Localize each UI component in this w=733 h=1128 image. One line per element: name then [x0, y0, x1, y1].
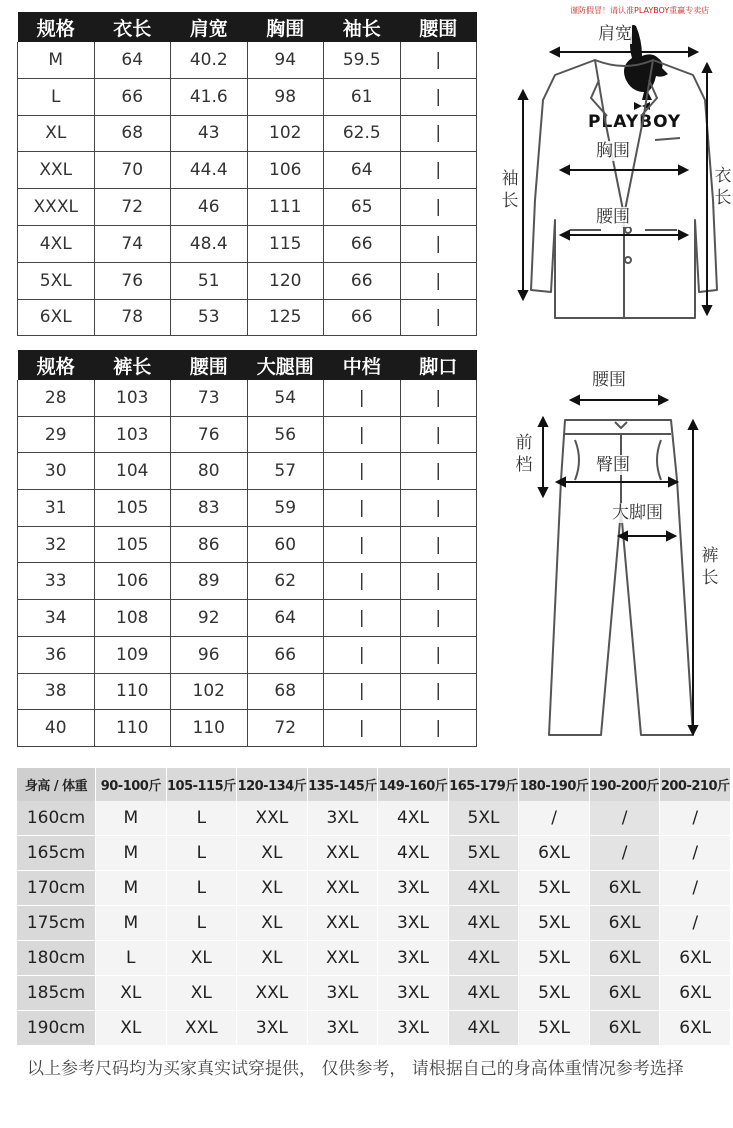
- hw-size-cell: 4XL: [448, 976, 519, 1011]
- hw-weight-header: 200-210斤: [660, 768, 731, 801]
- hw-size-cell: XL: [237, 906, 308, 941]
- jacket-cell: 111: [247, 189, 324, 226]
- jacket-cell: 70: [94, 152, 171, 189]
- jacket-cell: |: [400, 115, 477, 152]
- hw-size-cell: 6XL: [589, 976, 660, 1011]
- jacket-col-header: 腰围: [400, 12, 477, 42]
- hw-height-cell: 170cm: [17, 871, 96, 906]
- hw-row: [17, 1011, 731, 1046]
- hw-size-cell: XL: [237, 871, 308, 906]
- hw-height-cell: 175cm: [17, 906, 96, 941]
- pants-col-header: 脚口: [400, 350, 477, 380]
- pants-cell: 73: [171, 380, 248, 416]
- hw-height-cell: 165cm: [17, 836, 96, 871]
- hw-size-cell: XXL: [307, 906, 378, 941]
- pants-cell: 72: [247, 710, 324, 747]
- jacket-cell: 59.5: [324, 42, 401, 78]
- jacket-col-header: 规格: [18, 12, 95, 42]
- pants-cell: 30: [18, 453, 95, 490]
- pants-row: [18, 490, 477, 527]
- hw-height-cell: 180cm: [17, 941, 96, 976]
- pants-cell: |: [324, 600, 401, 637]
- hw-size-cell: 4XL: [448, 1011, 519, 1046]
- jacket-cell: 65: [324, 189, 401, 226]
- hw-size-cell: 5XL: [519, 976, 590, 1011]
- jacket-cell: 98: [247, 78, 324, 115]
- hw-size-cell: 5XL: [448, 836, 519, 871]
- jacket-cell: 94: [247, 42, 324, 78]
- jacket-cell: |: [400, 299, 477, 336]
- height-weight-table: [17, 768, 731, 1046]
- jacket-cell: 102: [247, 115, 324, 152]
- jacket-cell: 64: [324, 152, 401, 189]
- jacket-header-row: [18, 12, 477, 42]
- hw-size-cell: 6XL: [589, 871, 660, 906]
- hw-weight-header: 190-200斤: [589, 768, 660, 801]
- hw-size-cell: 6XL: [589, 906, 660, 941]
- pants-rise-label: 前档: [515, 433, 533, 475]
- jacket-cell: 40.2: [171, 42, 248, 78]
- pants-row: [18, 453, 477, 490]
- jacket-cell: 125: [247, 299, 324, 336]
- hw-size-cell: M: [96, 801, 167, 836]
- pants-cell: 32: [18, 526, 95, 563]
- jacket-diagram: [495, 20, 733, 330]
- pants-cell: |: [324, 710, 401, 747]
- jacket-cell: |: [400, 152, 477, 189]
- pants-cell: |: [400, 490, 477, 527]
- pants-cell: 38: [18, 673, 95, 710]
- pants-cell: 33: [18, 563, 95, 600]
- pants-hip-label: 臀围: [596, 455, 630, 475]
- hw-size-cell: 3XL: [237, 1011, 308, 1046]
- hw-size-cell: XL: [166, 976, 237, 1011]
- jacket-cell: 5XL: [18, 262, 95, 299]
- jacket-cell: 53: [171, 299, 248, 336]
- jacket-cell: 78: [94, 299, 171, 336]
- jacket-col-header: 衣长: [94, 12, 171, 42]
- pants-col-header: 大腿围: [247, 350, 324, 380]
- hw-size-cell: XXL: [237, 801, 308, 836]
- jacket-cell: 43: [171, 115, 248, 152]
- hw-size-cell: 4XL: [448, 906, 519, 941]
- hw-size-cell: 6XL: [519, 836, 590, 871]
- counterfeit-warning: 谨防假冒！请认准PLAYBOY重赢专卖店: [570, 6, 710, 15]
- hw-size-cell: XXL: [307, 941, 378, 976]
- hw-size-cell: 4XL: [448, 941, 519, 976]
- jacket-cell: 76: [94, 262, 171, 299]
- jacket-sleeve-label: 袖长: [501, 169, 519, 211]
- jacket-cell: 115: [247, 225, 324, 262]
- pants-cell: 62: [247, 563, 324, 600]
- hw-size-cell: /: [660, 871, 731, 906]
- jacket-cell: 62.5: [324, 115, 401, 152]
- pants-cell: 110: [171, 710, 248, 747]
- pants-cell: 76: [171, 416, 248, 453]
- size-note: 以上参考尺码均为买家真实试穿提供， 仅供参考， 请根据自己的身高体重情况参考选择: [27, 1059, 684, 1079]
- pants-size-table: [17, 350, 477, 747]
- pants-thigh-label: 大脚围: [612, 503, 663, 523]
- jacket-cell: 74: [94, 225, 171, 262]
- hw-size-cell: XL: [237, 836, 308, 871]
- pants-cell: |: [324, 490, 401, 527]
- hw-weight-header: 135-145斤: [307, 768, 378, 801]
- hw-size-cell: 3XL: [378, 1011, 449, 1046]
- hw-size-cell: XXL: [166, 1011, 237, 1046]
- hw-size-cell: 4XL: [378, 801, 449, 836]
- pants-cell: 92: [171, 600, 248, 637]
- hw-size-cell: /: [589, 801, 660, 836]
- jacket-cell: |: [400, 42, 477, 78]
- hw-size-cell: L: [166, 871, 237, 906]
- hw-size-cell: 3XL: [307, 801, 378, 836]
- jacket-col-header: 袖长: [324, 12, 401, 42]
- pants-cell: 109: [94, 636, 171, 673]
- hw-size-cell: L: [96, 941, 167, 976]
- hw-size-cell: 6XL: [589, 1011, 660, 1046]
- pants-cell: 105: [94, 490, 171, 527]
- hw-size-cell: XXL: [307, 871, 378, 906]
- jacket-row: [18, 152, 477, 189]
- pants-cell: 80: [171, 453, 248, 490]
- jacket-cell: |: [400, 225, 477, 262]
- pants-cell: 59: [247, 490, 324, 527]
- pants-col-header: 裤长: [94, 350, 171, 380]
- pants-cell: 57: [247, 453, 324, 490]
- hw-weight-header: 165-179斤: [448, 768, 519, 801]
- pants-cell: |: [400, 710, 477, 747]
- pants-row: [18, 526, 477, 563]
- jacket-cell: 66: [324, 299, 401, 336]
- jacket-col-header: 胸围: [247, 12, 324, 42]
- pants-cell: 102: [171, 673, 248, 710]
- jacket-row: [18, 78, 477, 115]
- hw-size-cell: L: [166, 801, 237, 836]
- hw-size-cell: 3XL: [307, 976, 378, 1011]
- pants-cell: 83: [171, 490, 248, 527]
- pants-cell: 103: [94, 416, 171, 453]
- jacket-body: [18, 42, 477, 336]
- hw-size-cell: XXL: [237, 976, 308, 1011]
- pants-cell: 105: [94, 526, 171, 563]
- pants-cell: |: [324, 380, 401, 416]
- hw-size-cell: L: [166, 906, 237, 941]
- pants-cell: 54: [247, 380, 324, 416]
- pants-cell: |: [400, 673, 477, 710]
- pants-cell: 34: [18, 600, 95, 637]
- pants-cell: 31: [18, 490, 95, 527]
- pants-cell: 108: [94, 600, 171, 637]
- hw-height-cell: 185cm: [17, 976, 96, 1011]
- jacket-waist-label: 腰围: [596, 207, 630, 227]
- pants-length-label: 裤长: [701, 546, 719, 588]
- hw-size-cell: 3XL: [378, 976, 449, 1011]
- pants-body: [18, 380, 477, 746]
- hw-size-cell: /: [660, 836, 731, 871]
- hw-size-cell: 4XL: [448, 871, 519, 906]
- pants-cell: |: [324, 416, 401, 453]
- hw-size-cell: XL: [166, 941, 237, 976]
- pants-cell: |: [324, 453, 401, 490]
- jacket-cell: 44.4: [171, 152, 248, 189]
- hw-size-cell: XL: [96, 976, 167, 1011]
- pants-diagram: [505, 380, 730, 740]
- jacket-cell: 106: [247, 152, 324, 189]
- jacket-cell: 41.6: [171, 78, 248, 115]
- pants-cell: |: [400, 526, 477, 563]
- pants-row: [18, 673, 477, 710]
- jacket-cell: 66: [324, 225, 401, 262]
- pants-cell: |: [400, 380, 477, 416]
- pants-cell: 40: [18, 710, 95, 747]
- jacket-cell: M: [18, 42, 95, 78]
- jacket-row: [18, 189, 477, 226]
- hw-size-cell: 3XL: [378, 871, 449, 906]
- pants-cell: 110: [94, 673, 171, 710]
- jacket-cell: 6XL: [18, 299, 95, 336]
- hw-size-cell: M: [96, 836, 167, 871]
- hw-size-cell: /: [589, 836, 660, 871]
- hw-size-cell: M: [96, 871, 167, 906]
- pants-col-header: 腰围: [171, 350, 248, 380]
- pants-cell: |: [400, 636, 477, 673]
- hw-size-cell: 3XL: [307, 1011, 378, 1046]
- hw-size-cell: 6XL: [589, 941, 660, 976]
- hw-size-cell: 6XL: [660, 976, 731, 1011]
- pants-row: [18, 380, 477, 416]
- jacket-cell: 72: [94, 189, 171, 226]
- hw-size-cell: XXL: [307, 836, 378, 871]
- jacket-cell: 48.4: [171, 225, 248, 262]
- hw-weight-header: 90-100斤: [96, 768, 167, 801]
- hw-row: [17, 801, 731, 836]
- hw-height-cell: 190cm: [17, 1011, 96, 1046]
- hw-size-cell: 5XL: [519, 906, 590, 941]
- hw-size-cell: M: [96, 906, 167, 941]
- hw-size-cell: 5XL: [448, 801, 519, 836]
- hw-corner-header: 身高 / 体重: [17, 768, 96, 801]
- jacket-cell: |: [400, 189, 477, 226]
- jacket-cell: XXL: [18, 152, 95, 189]
- pants-cell: |: [400, 416, 477, 453]
- hw-weight-header: 120-134斤: [237, 768, 308, 801]
- jacket-row: [18, 42, 477, 78]
- hw-weight-header: 105-115斤: [166, 768, 237, 801]
- jacket-row: [18, 299, 477, 336]
- pants-col-header: 规格: [18, 350, 95, 380]
- pants-cell: |: [400, 600, 477, 637]
- hw-weight-header: 149-160斤: [378, 768, 449, 801]
- pants-col-header: 中档: [324, 350, 401, 380]
- pants-cell: |: [400, 563, 477, 600]
- pants-cell: |: [324, 526, 401, 563]
- brand-name: PLAYBOY: [588, 112, 682, 132]
- jacket-length-label: 衣长: [714, 166, 732, 208]
- pants-cell: 36: [18, 636, 95, 673]
- jacket-col-header: 肩宽: [171, 12, 248, 42]
- pants-cell: 104: [94, 453, 171, 490]
- jacket-chest-label: 胸围: [596, 141, 630, 161]
- jacket-cell: XXXL: [18, 189, 95, 226]
- jacket-cell: 120: [247, 262, 324, 299]
- hw-size-cell: 5XL: [519, 941, 590, 976]
- jacket-cell: XL: [18, 115, 95, 152]
- pants-cell: |: [324, 673, 401, 710]
- jacket-cell: 66: [94, 78, 171, 115]
- pants-row: [18, 600, 477, 637]
- pants-cell: 86: [171, 526, 248, 563]
- hw-size-cell: XL: [96, 1011, 167, 1046]
- jacket-cell: 64: [94, 42, 171, 78]
- pants-cell: 29: [18, 416, 95, 453]
- jacket-cell: 4XL: [18, 225, 95, 262]
- hw-size-cell: /: [519, 801, 590, 836]
- hw-row: [17, 976, 731, 1011]
- hw-body: [17, 801, 731, 1046]
- pants-header-row: [18, 350, 477, 380]
- jacket-row: [18, 262, 477, 299]
- jacket-cell: 68: [94, 115, 171, 152]
- jacket-row: [18, 225, 477, 262]
- pants-cell: 66: [247, 636, 324, 673]
- hw-size-cell: 4XL: [378, 836, 449, 871]
- hw-row: [17, 906, 731, 941]
- hw-row: [17, 941, 731, 976]
- pants-row: [18, 710, 477, 747]
- jacket-cell: 61: [324, 78, 401, 115]
- pants-cell: 106: [94, 563, 171, 600]
- pants-cell: |: [324, 636, 401, 673]
- hw-size-cell: 5XL: [519, 1011, 590, 1046]
- hw-size-cell: 6XL: [660, 1011, 731, 1046]
- pants-cell: 60: [247, 526, 324, 563]
- hw-size-cell: XL: [237, 941, 308, 976]
- hw-row: [17, 836, 731, 871]
- jacket-shoulder-label: 肩宽: [598, 24, 632, 44]
- hw-row: [17, 871, 731, 906]
- jacket-cell: 46: [171, 189, 248, 226]
- pants-cell: 96: [171, 636, 248, 673]
- jacket-cell: |: [400, 78, 477, 115]
- hw-weight-header: 180-190斤: [519, 768, 590, 801]
- hw-size-cell: L: [166, 836, 237, 871]
- pants-cell: 68: [247, 673, 324, 710]
- hw-size-cell: 3XL: [378, 941, 449, 976]
- pants-cell: 89: [171, 563, 248, 600]
- pants-cell: 64: [247, 600, 324, 637]
- jacket-size-table: [17, 12, 477, 336]
- hw-header-row: [17, 768, 731, 801]
- jacket-cell: L: [18, 78, 95, 115]
- hw-size-cell: /: [660, 801, 731, 836]
- jacket-row: [18, 115, 477, 152]
- pants-row: [18, 416, 477, 453]
- hw-size-cell: 6XL: [660, 941, 731, 976]
- pants-cell: 110: [94, 710, 171, 747]
- jacket-cell: |: [400, 262, 477, 299]
- pants-cell: |: [324, 563, 401, 600]
- pants-cell: 56: [247, 416, 324, 453]
- pants-cell: 28: [18, 380, 95, 416]
- pants-row: [18, 636, 477, 673]
- jacket-cell: 51: [171, 262, 248, 299]
- pants-cell: |: [400, 453, 477, 490]
- hw-size-cell: /: [660, 906, 731, 941]
- hw-size-cell: 5XL: [519, 871, 590, 906]
- pants-waist-label: 腰围: [592, 370, 626, 390]
- pants-row: [18, 563, 477, 600]
- hw-size-cell: 3XL: [378, 906, 449, 941]
- pants-cell: 103: [94, 380, 171, 416]
- jacket-cell: 66: [324, 262, 401, 299]
- hw-height-cell: 160cm: [17, 801, 96, 836]
